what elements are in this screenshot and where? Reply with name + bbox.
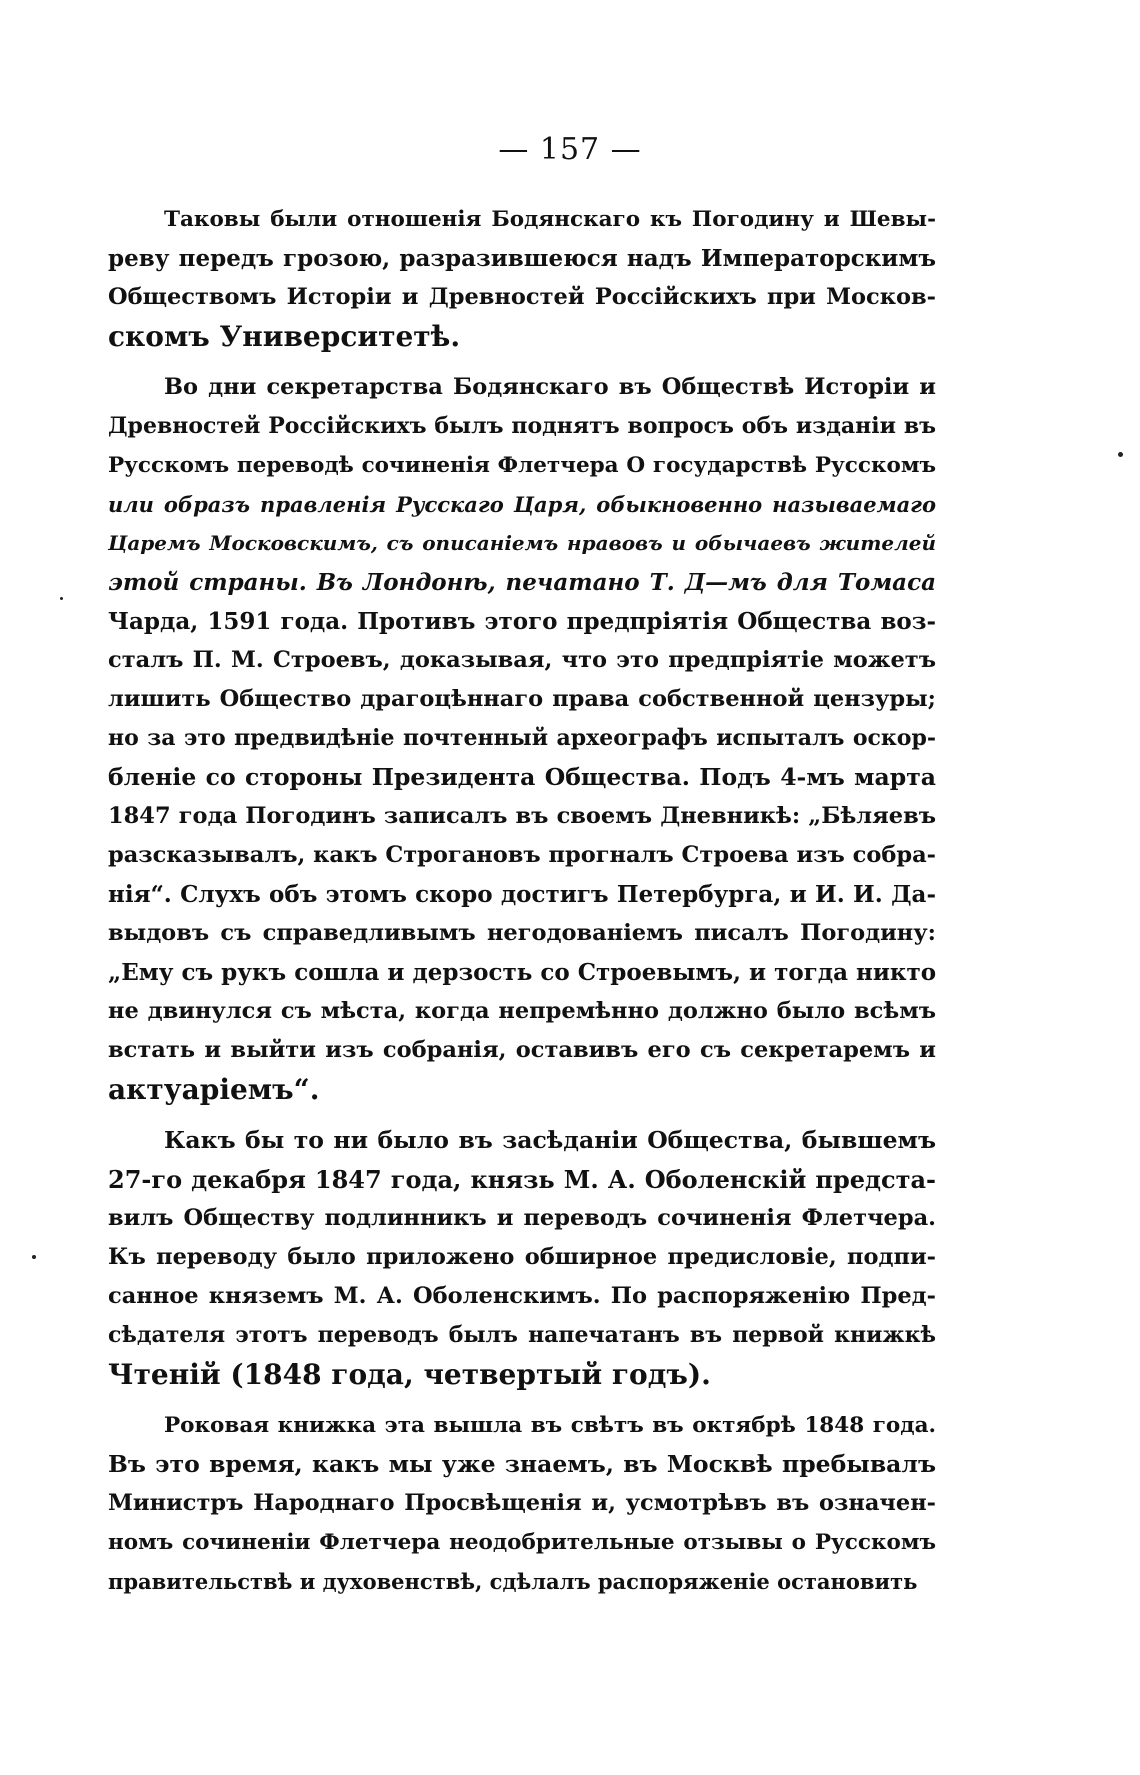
scan-speck: [60, 597, 63, 600]
paragraph: [108, 200, 936, 356]
text-line: актуаріемъ“.: [108, 1073, 320, 1106]
text-line: разсказывалъ, какъ Строгановъ прогналъ Строева изъ собра-: [108, 842, 936, 868]
text-line: Царемъ Московскимъ, съ описаніемъ нравовъ и обычаевъ жителей: [108, 531, 936, 555]
page-body: [108, 200, 936, 1613]
text-line: Чарда, 1591 года. Противъ этого предпріятія Общества воз-: [108, 608, 936, 635]
text-line: не двинулся съ мѣста, когда непремѣнно должно было всѣмъ: [108, 998, 936, 1024]
text-line: Древностей Россійскихъ былъ поднятъ вопросъ объ изданіи въ: [108, 413, 936, 439]
scan-speck: [1118, 452, 1123, 457]
text-line: Чтеній (1848 года, четвертый годъ).: [108, 1358, 711, 1391]
text-line: лишить Общество драгоцѣннаго права собственной цензуры;: [108, 686, 936, 712]
text-line: бленіе со стороны Президента Общества. Подъ 4-мъ марта: [108, 763, 936, 791]
text-line: 27-го декабря 1847 года, князь М. А. Оболенскій предста-: [108, 1165, 936, 1194]
text-line: реву передъ грозою, разразившеюся надъ Императорскимъ: [108, 245, 936, 272]
text-line: скомъ Университетѣ.: [108, 320, 461, 353]
paragraph: [108, 368, 936, 1109]
text-line: Министръ Народнаго Просвѣщенія и, усмотрѣвъ въ означен-: [108, 1490, 936, 1516]
text-line: Какъ бы то ни было въ засѣданіи Общества, бывшемъ: [164, 1126, 936, 1154]
text-line: Обществомъ Исторіи и Древностей Россійскихъ при Москов-: [108, 284, 936, 310]
text-line: Русскомъ переводѣ сочиненія Флетчера О государствѣ Русскомъ: [108, 453, 936, 478]
paragraph: [108, 1121, 936, 1394]
text-line: вилъ Обществу подлинникъ и переводъ сочиненія Флетчера.: [108, 1205, 936, 1231]
text-line: „Ему съ рукъ сошла и дерзость со Строевымъ, и тогда никто: [108, 959, 937, 986]
text-line: сталъ П. М. Строевъ, доказывая, что это предпріятіе можетъ: [108, 647, 936, 673]
text-line: Таковы были отношенія Бодянскаго къ Погодину и Шевы-: [164, 207, 936, 232]
paragraph: [108, 1406, 936, 1601]
scan-speck: [32, 1255, 36, 1259]
text-line: номъ сочиненіи Флетчера неодобрительные отзывы о Русскомъ: [108, 1530, 936, 1555]
text-line: 1847 года Погодинъ записалъ въ своемъ Дневникѣ: „Бѣляевъ: [108, 803, 936, 829]
text-line: сѣдателя этотъ переводъ былъ напечатанъ въ первой книжкѣ: [108, 1322, 936, 1348]
text-line: Во дни секретарства Бодянскаго въ Обществѣ Исторіи и: [164, 374, 936, 400]
text-line: или образъ правленія Русскаго Царя, обыкновенно называемаго: [108, 492, 936, 517]
text-line: Къ переводу было приложено обширное предисловіе, подпи-: [108, 1244, 936, 1270]
page-number: — 157 —: [498, 132, 642, 167]
text-line: но за это предвидѣніе почтенный археографъ испыталъ оскор-: [108, 725, 936, 751]
text-line: этой страны. Въ Лондонѣ, печатано Т. Д—мъ для Томаса: [108, 569, 936, 596]
text-line: Роковая книжка эта вышла въ свѣтъ въ октябрѣ 1848 года.: [164, 1413, 936, 1438]
text-line: санное княземъ М. А. Оболенскимъ. По распоряженію Пред-: [108, 1283, 936, 1309]
text-line: встать и выйти изъ собранія, оставивъ его съ секретаремъ и: [108, 1037, 936, 1063]
text-line: Въ это время, какъ мы уже знаемъ, въ Москвѣ пребывалъ: [108, 1450, 936, 1478]
text-line: нія“. Слухъ объ этомъ скоро достигъ Петербурга, и И. И. Да-: [108, 881, 936, 908]
text-line: выдовъ съ справедливымъ негодованіемъ писалъ Погодину:: [108, 920, 936, 946]
text-line: правительствѣ и духовенствѣ, сдѣлалъ распоряженіе остановить: [108, 1569, 918, 1594]
